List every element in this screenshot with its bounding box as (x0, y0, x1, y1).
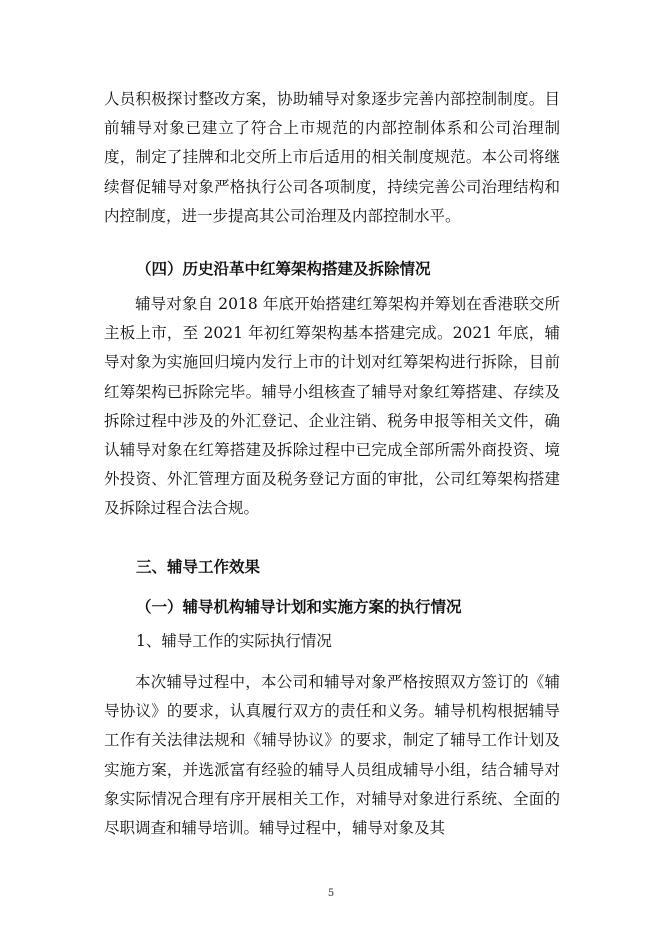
section-heading-tutoring-effect: 三、辅导工作效果 (136, 557, 261, 576)
sub-heading-plan-execution: （一）辅导机构辅导计划和实施方案的执行情况 (136, 597, 462, 616)
item-actual-execution: 1、辅导工作的实际执行情况 (136, 632, 332, 650)
paragraph-tutoring-process: 本次辅导过程中，本公司和辅导对象严格按照双方签订的《辅导协议》的要求，认真履行双方的责任和义务。辅导机构根据辅导工作有关法律法规和《辅导协议》的要求，制定了辅导工作计划及实施方案，并选派富有经验的辅导人员组成辅导小组，结合辅导对象实际情况合理有序开展相关工作，对辅导对象进行系统、全面的尽职调查和辅导培训。辅导过程中，辅导对象及其 (104, 673, 560, 838)
paragraph-internal-control: 人员积极探讨整改方案，协助辅导对象逐步完善内部控制制度。目前辅导对象已建立了符合上市规范的内部控制体系和公司治理制度，制定了挂牌和北交所上市后适用的相关制度规范。本公司将继续督促辅导对象严格执行公司各项制度，持续完善公司治理结构和内控制度，进一步提高其公司治理及内部控制水平。 (104, 90, 560, 225)
paragraph-red-chip-structure: 辅导对象自 2018 年底开始搭建红筹架构并筹划在香港联交所主板上市，至 2021 年初红筹架构基本搭建完成。2021 年底，辅导对象为实施回归境内发行上市的计划对红筹架构进行拆除，目前红筹架构已拆除完毕。辅导小组核查了辅导对象红筹搭建、存续及拆除过程中涉及的外汇登记、企业注销、税务申报等相关文件，确认辅导对象在红筹搭建及拆除过程中已完成全部所需外商投资、境外投资、外汇管理方面及税务登记方面的审批，公司红筹架构搭建及拆除过程合法合规。 (104, 295, 560, 518)
heading-red-chip-structure: （四）历史沿革中红筹架构搭建及拆除情况 (136, 259, 431, 278)
page-number: 5 (327, 888, 335, 899)
